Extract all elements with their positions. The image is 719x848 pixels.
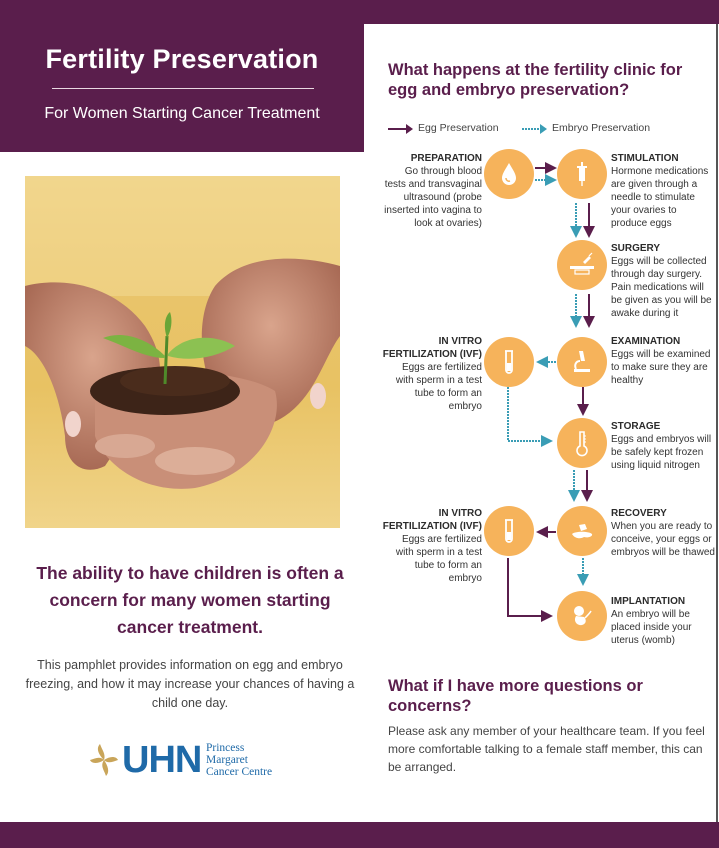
step-heading: STIMULATION [611, 153, 679, 164]
pamphlet-description: This pamphlet provides information on egg and embryo freezing, and how it may increase your chances of having a child one day. [25, 658, 355, 710]
purple-arrow-icon [388, 123, 414, 135]
thawing-ice-icon [567, 516, 597, 546]
step-heading: IN VITRO FERTILIZATION (IVF) [382, 508, 482, 532]
storage-circle [557, 418, 607, 468]
step-heading: EXAMINATION [611, 336, 681, 347]
page-title: Fertility Preservation [45, 44, 319, 74]
step-heading: PREPARATION [410, 153, 482, 164]
step-heading: RECOVERY [611, 508, 667, 519]
step-ivf-recovery [382, 507, 482, 585]
recovery-circle [557, 506, 607, 556]
ivf-circle-1 [484, 337, 534, 387]
step-preparation [384, 152, 482, 230]
step-surgery [611, 242, 715, 320]
page-right-border [716, 24, 718, 824]
questions-heading: What if I have more questions or concerns? [388, 677, 643, 715]
step-heading: STORAGE [611, 421, 661, 432]
header-divider [52, 88, 314, 89]
logo-line-3: Cancer Centre [206, 766, 273, 778]
syringe-icon [567, 159, 597, 189]
test-tube-icon [494, 347, 524, 377]
step-implantation [611, 595, 715, 647]
surgery-circle [557, 240, 607, 290]
uhn-logo [88, 740, 288, 780]
step-text: Eggs will be examined to make sure they are healthy [611, 349, 711, 386]
hands-seedling-illustration [25, 176, 340, 528]
surgery-table-icon [567, 250, 597, 280]
header-box [0, 0, 364, 152]
hands-seedling-photo [25, 176, 340, 528]
step-storage [611, 420, 715, 472]
questions-text: Please ask any member of your healthcare team. If you feel more comfortable talking to a female staff member, this can be arranged. [388, 724, 705, 774]
step-heading: SURGERY [611, 243, 661, 254]
step-ivf-egg [382, 335, 482, 413]
step-heading: IMPLANTATION [611, 596, 686, 607]
step-text: Eggs are fertilized with sperm in a test tube to form an embryo [395, 534, 482, 584]
page-subtitle: For Women Starting Cancer Treatment [44, 105, 320, 122]
blood-drop-icon [494, 159, 524, 189]
legend-label: Embryo Preservation [552, 122, 651, 134]
step-text: Go through blood tests and transvaginal ultrasound (probe inserted into vagina to look at ovaries) [384, 166, 482, 229]
pinwheel-logo-icon [88, 742, 120, 778]
embryo-icon [567, 601, 597, 631]
step-text: When you are ready to conceive, your eggs or embryos will be thawed [611, 521, 715, 558]
step-text: An embryo will be placed inside your uterus (womb) [611, 609, 692, 646]
lead-statement: The ability to have children is often a concern for many women starting cancer treatment. [36, 563, 344, 637]
step-text: Eggs will be collected through day surgery. Pain medications will be given as you will be awake during it [611, 256, 712, 319]
preparation-circle [484, 149, 534, 199]
step-text: Eggs are fertilized with sperm in a test tube to form an embryo [395, 362, 482, 412]
examination-circle [557, 337, 607, 387]
clinic-process-title: What happens at the fertility clinic for egg and embryo preservation? [388, 61, 683, 99]
microscope-icon [567, 347, 597, 377]
implantation-circle [557, 591, 607, 641]
step-stimulation [611, 152, 715, 230]
logo-wordmark: UHN [122, 739, 202, 781]
legend-label: Egg Preservation [418, 122, 499, 134]
logo-centre-name [206, 742, 272, 778]
logo-line-2: Margaret [206, 754, 248, 766]
step-heading: IN VITRO FERTILIZATION (IVF) [382, 336, 482, 360]
ivf-circle-2 [484, 506, 534, 556]
step-text: Hormone medications are given through a needle to stimulate your ovaries to produce eggs [611, 166, 709, 229]
step-recovery [611, 507, 715, 559]
step-examination [611, 335, 715, 387]
step-text: Eggs and embryos will be safely kept frozen using liquid nitrogen [611, 434, 712, 471]
logo-line-1: Princess [206, 742, 245, 754]
bottom-band [0, 822, 719, 848]
teal-arrow-icon [522, 123, 548, 135]
test-tube-icon [494, 516, 524, 546]
stimulation-circle [557, 149, 607, 199]
thermometer-icon [567, 428, 597, 458]
